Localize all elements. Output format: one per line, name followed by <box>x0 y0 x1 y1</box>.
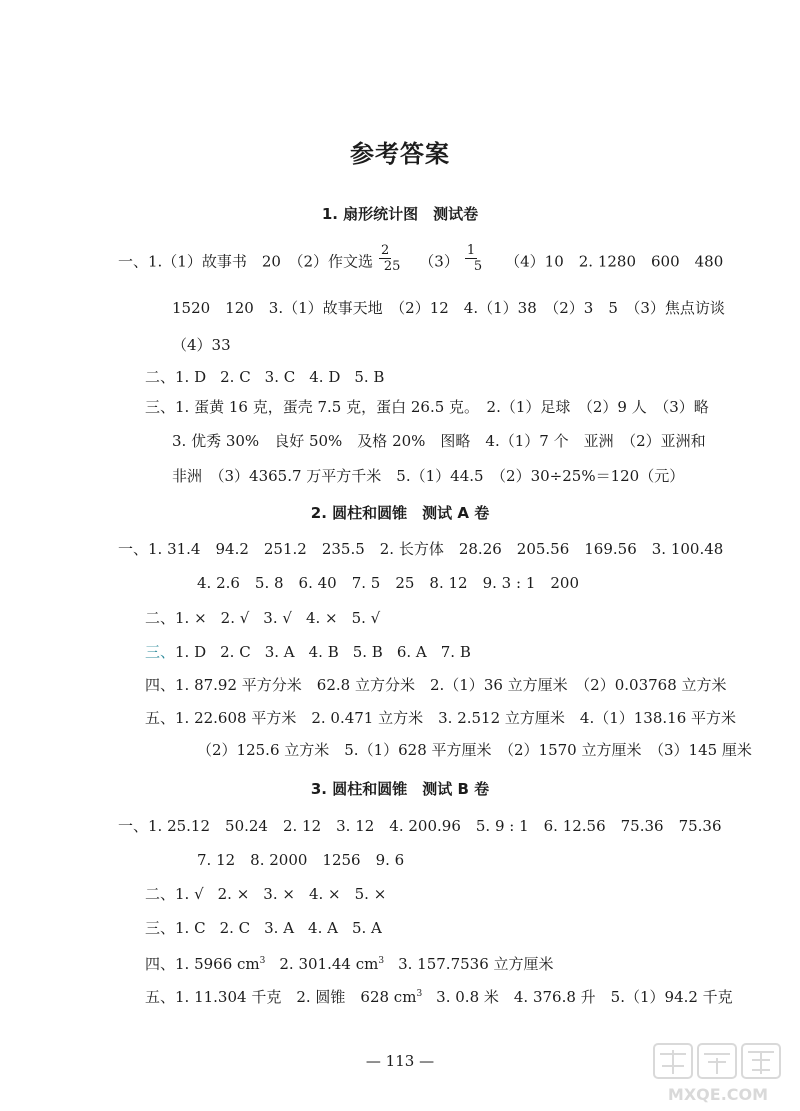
list-item: 3. C <box>264 368 296 386</box>
s1-line-7: 非洲 （3）4365.7 万平方千米 5.（1）44.5 （2）30÷25%＝120（元） <box>172 467 685 485</box>
s1-line-4 <box>145 367 384 387</box>
list-item: 2. √ <box>220 609 250 627</box>
list-item: 3. 0.8 米 4. 376.8 升 5.（1）94.2 千克 <box>436 988 733 1006</box>
list-item: 4. × <box>308 885 341 903</box>
s1-line-1-part-2: （3） <box>419 252 459 271</box>
s2-line-1: 一、1. 31.4 94.2 251.2 235.5 2. 长方体 28.26 205.56 169.56 3. 100.48 <box>118 540 724 558</box>
list-item: 2. C <box>220 368 251 386</box>
s1-line-3: （4）33 <box>172 336 231 354</box>
s2-line-2: 4. 2.6 5. 8 6. 40 7. 5 25 8. 12 9. 3 : 1 200 <box>197 574 579 592</box>
s1-line-5: 三、1. 蛋黄 16 克，蛋壳 7.5 克，蛋白 26.5 克。 2.（1）足球 （2）9 人 （3）略 <box>145 398 709 416</box>
list-item: 5. B <box>354 368 385 386</box>
s3-line-3 <box>145 884 386 904</box>
section-2-heading: 2. 圆柱和圆锥 测试 A 卷 <box>310 504 490 522</box>
superscript: 3 <box>259 956 266 966</box>
s2-line-4 <box>145 642 471 662</box>
list-item: 二、1. D <box>145 368 207 386</box>
list-item: 3. × <box>263 885 295 903</box>
s1-line-1 <box>118 243 724 278</box>
section-prefix: 三、 <box>145 643 176 661</box>
s2-line-5: 四、1. 87.92 平方分米 62.8 立方分米 2.（1）36 立方厘米 （2）0.03768 立方米 <box>145 676 727 694</box>
s3-line-2: 7. 12 8. 2000 1256 9. 6 <box>197 851 405 869</box>
list-item: 3. A <box>264 919 295 937</box>
list-item: 3. 157.7536 立方厘米 <box>398 955 554 973</box>
list-item: 5. A <box>351 919 382 937</box>
page-number: — 113 — <box>365 1052 435 1070</box>
list-item: 2. 301.44 cm <box>279 955 379 973</box>
s3-line-4 <box>145 918 382 938</box>
list-item: 3. √ <box>263 609 292 627</box>
section-3-heading: 3. 圆柱和圆锥 测试 B 卷 <box>310 780 490 798</box>
s1-line-2: 1520 120 3.（1）故事天地 （2）12 4.（1）38 （2）3 5 （3）焦点访谈 <box>172 299 725 317</box>
watermark-logo <box>648 1040 788 1106</box>
list-item: 3. A <box>264 643 295 661</box>
list-item: 4. A <box>308 919 338 937</box>
list-item: 1. D <box>175 643 207 661</box>
s1-line-6: 3. 优秀 30% 良好 50% 及格 20% 图略 4.（1）7 个 亚洲 （2）亚洲和 <box>172 432 706 450</box>
list-item: 五、1. 11.304 千克 2. 圆锥 628 cm <box>145 988 417 1006</box>
list-item: 5. × <box>354 885 387 903</box>
superscript: 3 <box>378 956 385 966</box>
s1-line-1-part-3: （4）10 2. 1280 600 480 <box>505 252 724 271</box>
s3-line-1: 一、1. 25.12 50.24 2. 12 3. 12 4. 200.96 5. 9 : 1 6. 12.56 75.36 75.36 <box>118 817 722 835</box>
svg-text:MXQE.COM: MXQE.COM <box>667 1085 769 1104</box>
list-item: 4. × <box>305 609 338 627</box>
s3-line-5 <box>145 951 554 974</box>
s2-line-7: （2）125.6 立方米 5.（1）628 平方厘米 （2）1570 立方厘米 （3）145 厘米 <box>197 741 752 759</box>
list-item: 三、1. C <box>145 919 206 937</box>
fraction-2-25: $\frac{2}{25}$ <box>381 243 401 274</box>
list-item: 2. C <box>220 643 251 661</box>
list-item: 5. √ <box>351 609 381 627</box>
s2-line-6: 五、1. 22.608 平方米 2. 0.471 立方米 3. 2.512 立方厘米 4.（1）138.16 平方米 <box>145 709 737 727</box>
list-item: 7. B <box>440 643 471 661</box>
list-item: 4. D <box>309 368 341 386</box>
list-item: 二、1. √ <box>145 885 204 903</box>
list-item: 2. C <box>219 919 251 937</box>
page-title: 参考答案 <box>350 140 450 168</box>
list-item: 二、1. × <box>145 609 207 627</box>
list-item: 2. × <box>217 885 250 903</box>
s1-line-1-part-1: 一、1.（1）故事书 20 （2）作文选 <box>118 252 373 271</box>
superscript: 3 <box>416 989 423 999</box>
section-1-heading: 1. 扇形统计图 测试卷 <box>321 205 479 223</box>
s2-line-3 <box>145 608 380 628</box>
list-item: 6. A <box>396 643 427 661</box>
list-item: 4. B <box>308 643 339 661</box>
list-item: 四、1. 5966 cm <box>145 955 260 973</box>
fraction-1-5: 1 5 <box>466 243 483 274</box>
list-item: 5. B <box>352 643 383 661</box>
s3-line-6 <box>145 984 733 1007</box>
